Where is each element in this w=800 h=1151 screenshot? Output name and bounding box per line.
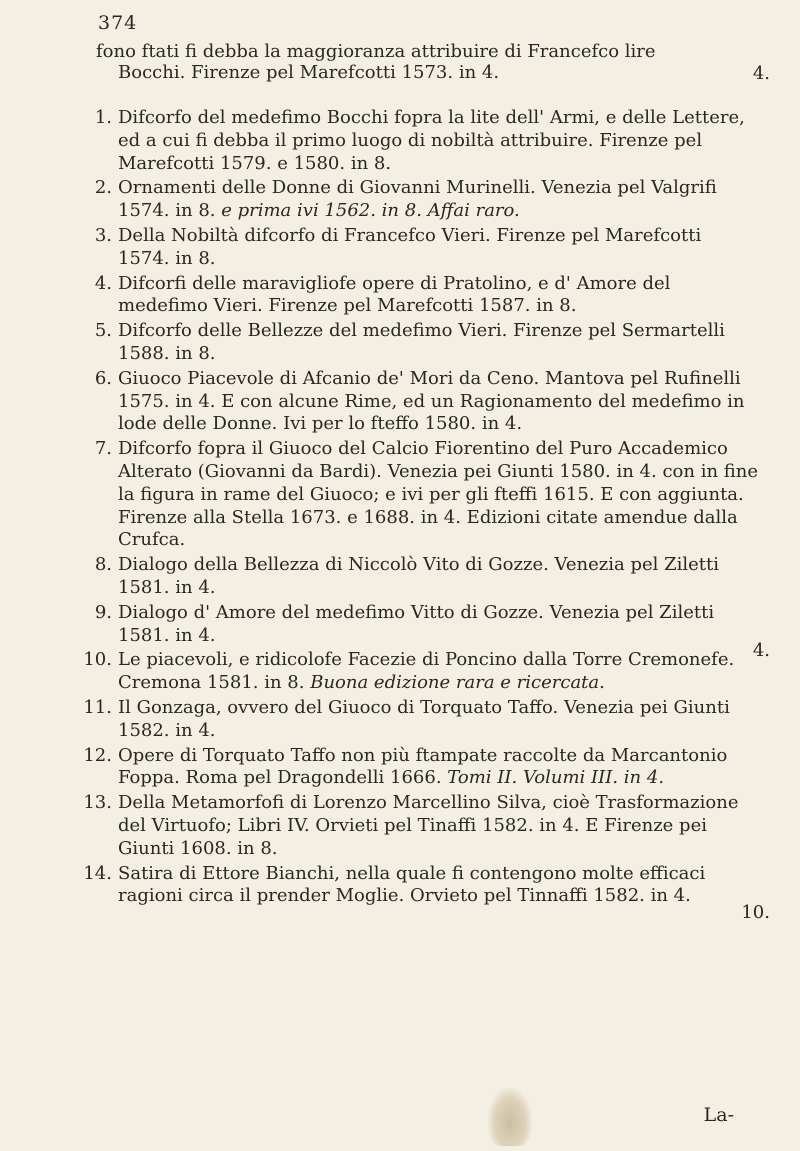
entry-number: 7. bbox=[94, 438, 112, 460]
entry-3 bbox=[78, 225, 758, 271]
entry-number: 13. bbox=[83, 792, 112, 814]
entry-number: 2. bbox=[94, 177, 112, 199]
entry-italic-note: Buona edizione rara e ricercata. bbox=[310, 672, 605, 694]
entry-number: 10. bbox=[83, 649, 112, 671]
continuation-line-1: fono ftati fi debba la maggioranza attribuire di Francefco lire bbox=[96, 41, 656, 62]
entry-8 bbox=[78, 554, 758, 600]
entry-text: Dialogo della Bellezza di Niccolò Vito di Gozze. Venezia pel Ziletti 1581. in 4. bbox=[118, 554, 720, 598]
entry-text: Le piacevoli, e ridicolofe Facezie di Poncino dalla Torre Cremonefe. Cremona 1581. in 8. bbox=[118, 649, 735, 694]
entry-12 bbox=[78, 745, 758, 791]
continuation-text bbox=[96, 42, 746, 83]
entry-text: Difcorfo fopra il Giuoco del Calcio Fiorentino del Puro Accademico Alterato (Giovanni da Bardi). Venezia pei Giunti 1580. in 4. con in fine la figura in rame del Giuoco; e ivi per gli fteffi 1615. E con aggiunta. Firenze alla Stella 1673. e 1688. in 4. Edizioni citate amendue dalla Crufca. bbox=[118, 438, 759, 551]
entry-9 bbox=[78, 602, 758, 648]
entry-text: Satira di Ettore Bianchi, nella quale fi contengono molte efficaci ragioni circa il prender Moglie. Orvieto pel Tinnaffi 1582. in 4. bbox=[118, 862, 706, 907]
entry-6 bbox=[78, 368, 758, 436]
entry-text: Ornamenti delle Donne di Giovanni Murinelli. Venezia pel Valgrifi 1574. in 8. bbox=[118, 177, 717, 222]
entry-13 bbox=[78, 792, 758, 860]
page-number: 374 bbox=[98, 12, 138, 34]
entry-7 bbox=[78, 438, 758, 552]
entry-text: Difcorfi delle maravigliofe opere di Pratolino, e d' Amore del medefimo Vieri. Firenze pel Marefcotti 1587. in 8. bbox=[118, 272, 671, 317]
entry-11 bbox=[78, 697, 758, 743]
entry-number: 4. bbox=[94, 272, 112, 294]
entry-number: 1. bbox=[94, 107, 112, 128]
entry-text: Difcorfo delle Bellezze del medefimo Vieri. Firenze pel Sermartelli 1588. in 8. bbox=[118, 320, 725, 364]
price-marker-3: 10. bbox=[741, 902, 770, 923]
entry-number: 5. bbox=[94, 320, 112, 342]
entry-2 bbox=[78, 177, 758, 223]
entry-number: 9. bbox=[94, 601, 112, 623]
entry-text: Difcorfo del medefimo Bocchi fopra la lite dell' Armi, e delle Lettere, ed a cui fi debba il primo luogo di nobiltà attribuire. Firenze pel Marefcotti 1579. e 1580. in 8. bbox=[118, 107, 745, 174]
entry-14 bbox=[78, 863, 758, 909]
entry-text: Della Nobiltà difcorfo di Francefco Vieri. Firenze pel Marefcotti 1574. in 8. bbox=[118, 224, 702, 269]
entry-10 bbox=[78, 649, 758, 695]
entry-number: 14. bbox=[83, 862, 112, 884]
entry-text: Opere di Torquato Taffo non più ftampate raccolte da Marcantonio Foppa. Roma pel Dragondelli 1666. bbox=[118, 744, 728, 789]
entry-number: 3. bbox=[94, 224, 112, 246]
entry-number: 12. bbox=[83, 744, 112, 766]
entry-1 bbox=[78, 107, 758, 175]
entry-italic-note: e prima ivi 1562. in 8. Affai raro. bbox=[221, 200, 520, 222]
entry-5 bbox=[78, 320, 758, 366]
entry-4 bbox=[78, 273, 758, 319]
continuation-line-2: Bocchi. Firenze pel Marefcotti 1573. in 4. bbox=[118, 61, 500, 83]
entry-text: Giuoco Piacevole di Afcanio de' Mori da Ceno. Mantova pel Rufinelli 1575. in 4. E con alcune Rime, ed un Ragionamento del medefimo in lode delle Donne. Ivi per lo fteffo 1580. in 4. bbox=[118, 367, 745, 435]
entry-text: Dialogo d' Amore del medefimo Vitto di Gozze. Venezia pel Ziletti 1581. in 4. bbox=[118, 601, 715, 646]
entry-number: 11. bbox=[83, 696, 112, 718]
entry-text: Della Metamorfofi di Lorenzo Marcellino Silva, cioè Trasformazione del Virtuofo; Libri IV. Orvieti pel Tinaffi 1582. in 4. E Firenze pei Giunti 1608. in 8. bbox=[118, 792, 739, 859]
entry-text: Il Gonzaga, ovvero del Giuoco di Torquato Taffo. Venezia pei Giunti 1582. in 4. bbox=[118, 696, 730, 741]
entry-number: 6. bbox=[94, 367, 112, 389]
ink-smudge bbox=[488, 1088, 532, 1146]
entry-list bbox=[78, 107, 758, 910]
price-marker-2: 4. bbox=[752, 640, 770, 661]
price-marker-1: 4. bbox=[752, 63, 770, 84]
catchword: La- bbox=[703, 1104, 734, 1126]
entry-italic-note: Tomi II. Volumi III. in 4. bbox=[447, 767, 665, 789]
entry-number: 8. bbox=[94, 554, 112, 576]
